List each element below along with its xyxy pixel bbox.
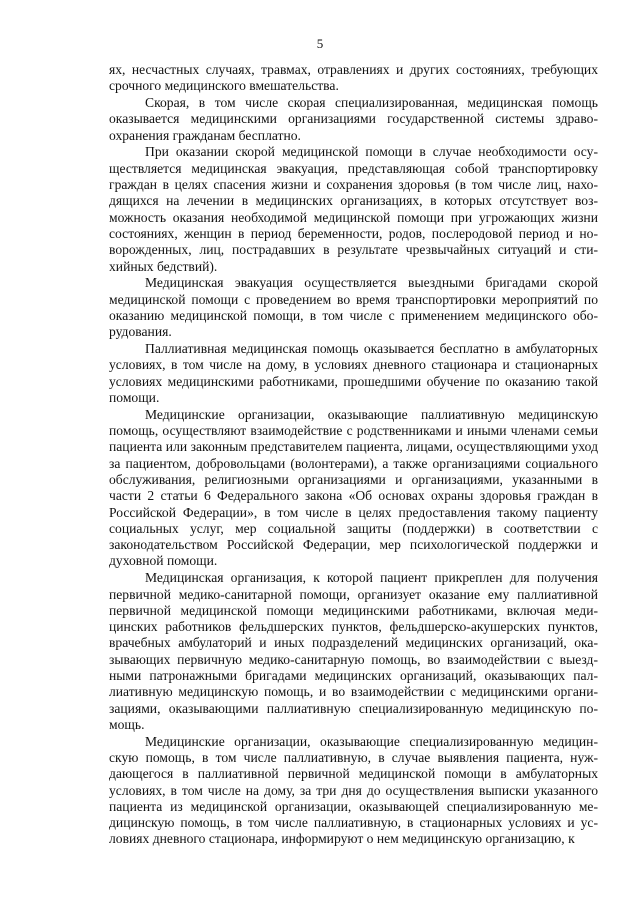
paragraph-palliative-care: Паллиативная медицинская помощь оказывается бесплатно в амбулаторных условиях, в том числе на дому, в условиях дневного стационара и стационарных условиях медицинскими работниками, прошедшими обучение по оказанию такой помощи. — [109, 341, 598, 405]
paragraph-ambulance-free: Скорая, в том числе скорая специализированная, медицинская помощь оказывается медицинскими организациями государственной системы здравоохранения гражданам бесплатно. — [109, 95, 598, 143]
paragraph-continuation: ях, несчастных случаях, травмах, отравлениях и других состояниях, требующих срочного медицинского вмешательства. — [109, 62, 598, 94]
paragraph-primary-care-organization: Медицинская организация, к которой пациент прикреплен для получения первичной медико-санитарной помощи, организует оказание ему паллиативной первичной медицинской помощи медицинскими работниками, включая медицинских работников фельдшерских пунктов, фельдшерско-акушерских пунктов, врачебных амбулаторий и иных подразделений медицинских организаций, оказывающих первичную медико-санитарную помощь, во взаимодействии с выездными патронажными бригадами медицинских организаций, оказывающих паллиативную медицинскую помощь, и во взаимодействии с медицинскими организациями, оказывающими паллиативную специализированную медицинскую помощь. — [109, 570, 598, 732]
page-number: 5 — [316, 36, 324, 51]
paragraph-palliative-organizations: Медицинские организации, оказывающие паллиативную медицинскую помощь, осуществляют взаимодействие с родственниками и иными членами семьи пациента или законным представителем пациента, лицами, осуществляющими уход за пациентом, добровольцами (волонтерами), а также организациями социального обслуживания, религиозными организациями и организациями, указанными в части 2 статьи 6 Федерального закона «Об основах охраны здоровья граждан в Российской Федерации», в том числе в целях предоставления такому пациенту социальных услуг, мер социальной защиты (поддержки) в соответствии с законодательством Российской Федерации, мер психологической поддержки и духовной помощи. — [109, 406, 598, 569]
document-body — [109, 62, 598, 848]
paragraph-evacuation-teams: Медицинская эвакуация осуществляется выездными бригадами скорой медицинской помощи с проведением во время транспортировки мероприятий по оказанию медицинской помощи, в том числе с применением медицинского оборудования. — [109, 275, 598, 340]
paragraph-specialized-care: Медицинские организации, оказывающие специализированную медицинскую помощь, в том числе паллиативную, в случае выявления пациента, нуждающегося в паллиативной первичной медицинской помощи в амбулаторных условиях, в том числе на дому, за три дня до осуществления выписки указанного пациента из медицинской организации, оказывающей специализированную медицинскую помощь, в том числе паллиативную, в стационарных условиях и условиях дневного стационара, информируют о нем медицинскую организацию, к — [109, 733, 598, 847]
paragraph-medical-evacuation: При оказании скорой медицинской помощи в случае необходимости осуществляется медицинская эвакуация, представляющая собой транспортировку граждан в целях спасения жизни и сохранения здоровья (в том числе лиц, находящихся на лечении в медицинских организациях, в которых отсутствует возможность оказания необходимой медицинской помощи при угрожающих жизни состояниях, женщин в период беременности, родов, послеродовой период и новорожденных, лиц, пострадавших в результате чрезвычайных ситуаций и стихийных бедствий). — [109, 144, 598, 274]
